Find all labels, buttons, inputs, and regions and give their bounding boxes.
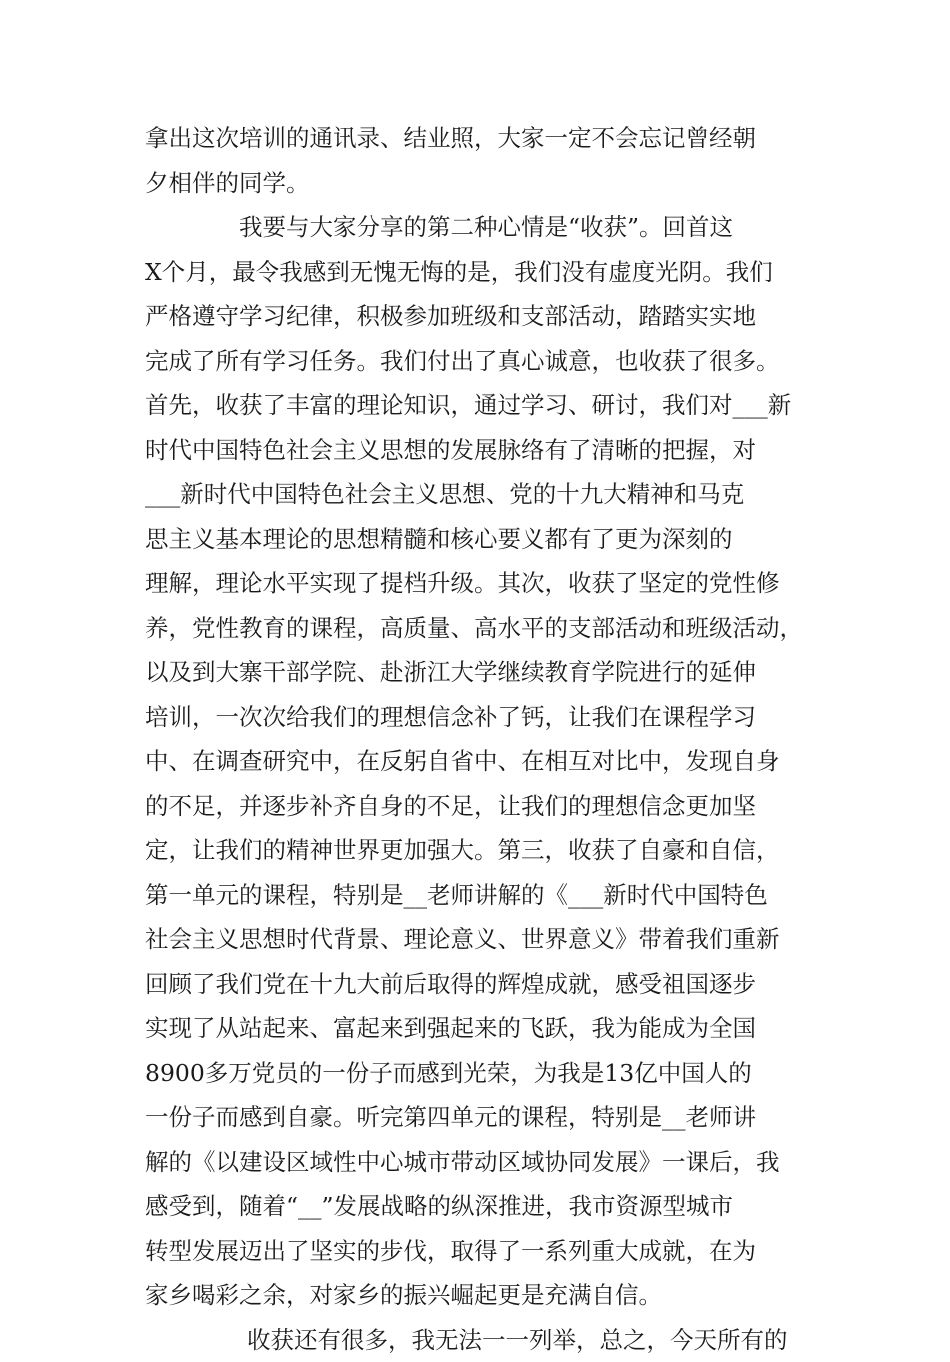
text-line: 家乡喝彩之余，对家乡的振兴崛起更是充满自信。 (145, 1273, 815, 1318)
body-text (145, 116, 815, 1362)
text-line: 时代中国特色社会主义思想的发展脉络有了清晰的把握，对 (145, 428, 815, 473)
text-line: 8900多万党员的一份子而感到光荣，为我是13亿中国人的 (145, 1051, 815, 1096)
text-line: 首先，收获了丰富的理论知识，通过学习、研讨，我们对___新 (145, 383, 815, 428)
text-line: X个月，最令我感到无愧无悔的是，我们没有虚度光阴。我们 (145, 250, 815, 295)
text-line: 思主义基本理论的思想精髓和核心要义都有了更为深刻的 (145, 517, 815, 562)
text-line: 实现了从站起来、富起来到强起来的飞跃，我为能成为全国 (145, 1006, 815, 1051)
text-line: 的不足，并逐步补齐自身的不足，让我们的理想信念更加坚 (145, 784, 815, 829)
text-line: 中、在调查研究中，在反躬自省中、在相互对比中，发现自身 (145, 739, 815, 784)
text-line: 社会主义思想时代背景、理论意义、世界意义》带着我们重新 (145, 917, 815, 962)
text-line: 培训，一次次给我们的理想信念补了钙，让我们在课程学习 (145, 695, 815, 740)
text-line: 以及到大寨干部学院、赴浙江大学继续教育学院进行的延伸 (145, 650, 815, 695)
text-line: 回顾了我们党在十九大前后取得的辉煌成就，感受祖国逐步 (145, 962, 815, 1007)
text-line: 定，让我们的精神世界更加强大。第三，收获了自豪和自信， (145, 828, 815, 873)
text-line: 一份子而感到自豪。听完第四单元的课程，特别是__老师讲 (145, 1095, 815, 1140)
text-line: 转型发展迈出了坚实的步伐，取得了一系列重大成就，在为 (145, 1229, 815, 1274)
text-line: 解的《以建设区域性中心城市带动区域协同发展》一课后，我 (145, 1140, 815, 1185)
text-line: 养，党性教育的课程，高质量、高水平的支部活动和班级活动， (145, 606, 815, 651)
text-line: 完成了所有学习任务。我们付出了真心诚意，也收获了很多。 (145, 339, 815, 384)
text-line: 理解，理论水平实现了提档升级。其次，收获了坚定的党性修 (145, 561, 815, 606)
text-line: 第一单元的课程，特别是__老师讲解的《___新时代中国特色 (145, 873, 815, 918)
text-line: 严格遵守学习纪律，积极参加班级和支部活动，踏踏实实地 (145, 294, 815, 339)
paragraph-start-line: 收获还有很多，我无法一一列举，总之，今天所有的 (145, 1318, 815, 1362)
paragraph-start-line: 我要与大家分享的第二种心情是“收获”。回首这 (145, 205, 815, 250)
text-line: 感受到，随着“__”发展战略的纵深推进，我市资源型城市 (145, 1184, 815, 1229)
text-line: 拿出这次培训的通讯录、结业照，大家一定不会忘记曾经朝 (145, 116, 815, 161)
text-line: 夕相伴的同学。 (145, 161, 815, 206)
text-line: ___新时代中国特色社会主义思想、党的十九大精神和马克 (145, 472, 815, 517)
